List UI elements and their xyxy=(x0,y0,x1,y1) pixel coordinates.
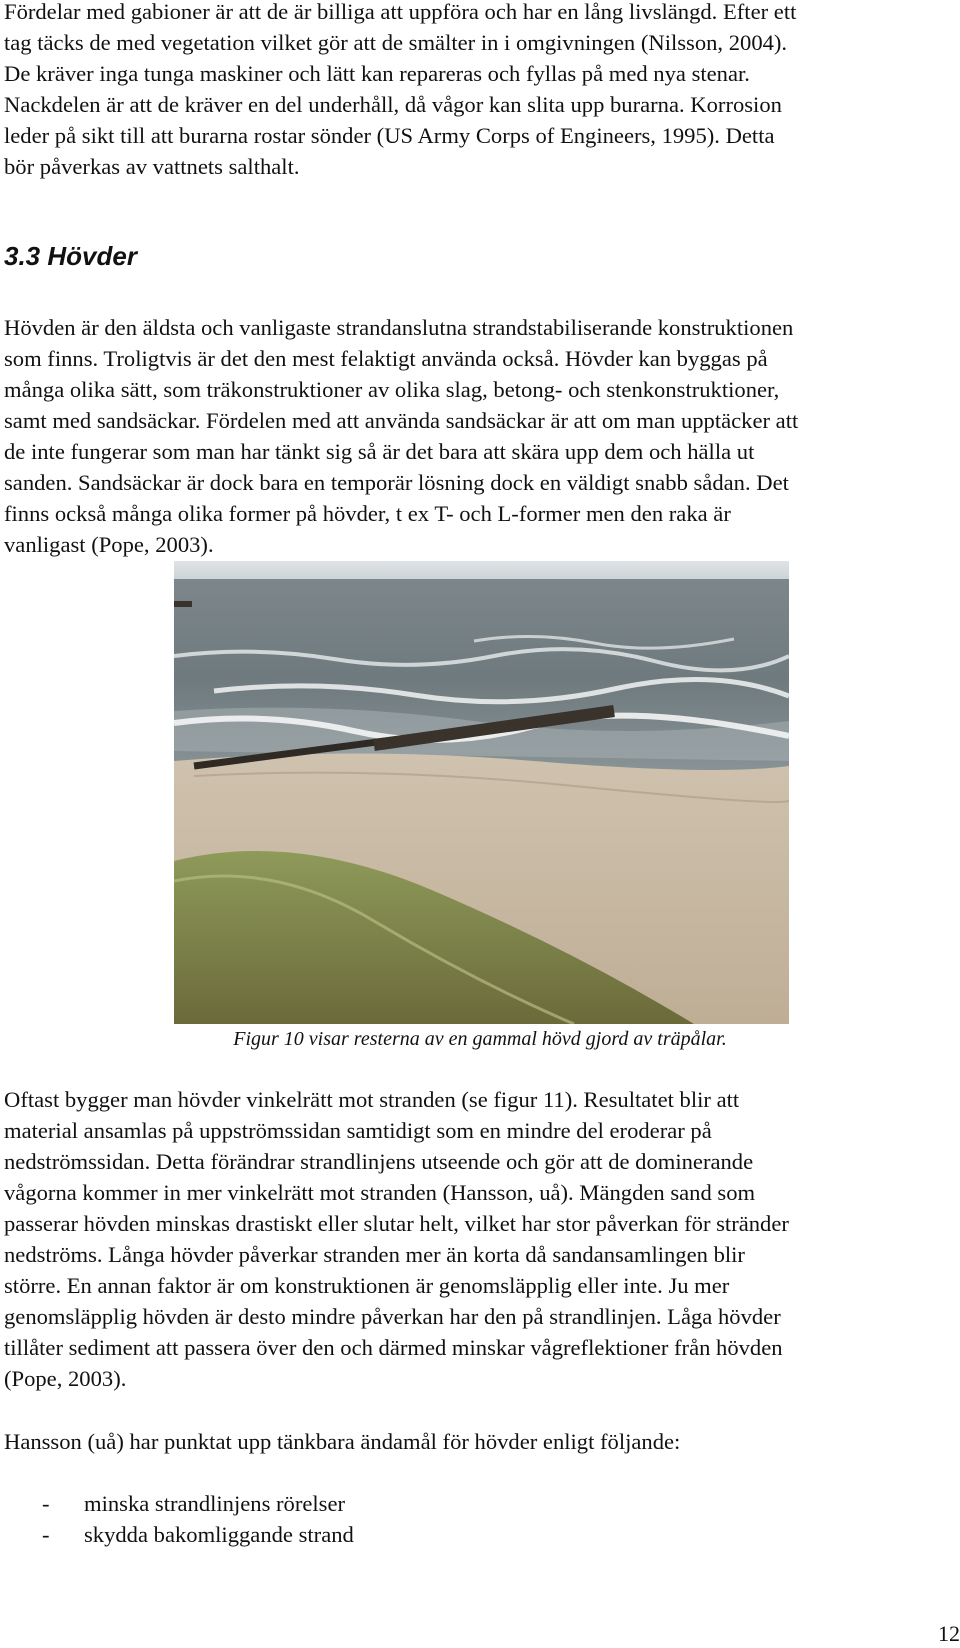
text-line: Hövden är den äldsta och vanligaste strandanslutna strandstabiliserande konstruktionen xyxy=(4,315,794,340)
text-line: material ansamlas på uppströmssidan samtidigt som en mindre del eroderar på xyxy=(4,1118,712,1143)
text-line: (Pope, 2003). xyxy=(4,1366,127,1391)
text-line: tag täcks de med vegetation vilket gör att de smälter in i omgivningen (Nilsson, 2004). xyxy=(4,30,788,55)
text-line: genomsläpplig hövden är desto mindre påverkan har den på strandlinjen. Låga hövder xyxy=(4,1304,781,1329)
text-line: bör påverkas av vattnets salthalt. xyxy=(4,154,300,179)
text-line: nedströms. Långa hövder påverkar stranden mer än korta då sandansamlingen blir xyxy=(4,1242,745,1267)
text-line: samt med sandsäckar. Fördelen med att använda sandsäckar är att om man upptäcker att xyxy=(4,408,799,433)
list-bullet: - xyxy=(42,1491,50,1516)
text-line: Nackdelen är att de kräver en del underhåll, då vågor kan slita upp burarna. Korrosion xyxy=(4,92,782,117)
list-item xyxy=(4,1519,354,1550)
text-line: sanden. Sandsäckar är dock bara en temporär lösning dock en väldigt snabb sådan. Det xyxy=(4,470,789,495)
list-intro: Hansson (uå) har punktat upp tänkbara ändamål för hövder enligt följande: xyxy=(4,1429,681,1454)
text-line: tillåter sediment att passera över den och därmed minskar vågreflektioner från hövden xyxy=(4,1335,783,1360)
text-line: Oftast bygger man hövder vinkelrätt mot stranden (se figur 11). Resultatet blir att xyxy=(4,1087,740,1112)
text-line: som finns. Troligtvis är det den mest felaktigt använda också. Hövder kan byggas på xyxy=(4,346,768,371)
text-line: nedströmssidan. Detta förändrar strandlinjens utseende och gör att de dominerande xyxy=(4,1149,754,1174)
figure-caption: Figur 10 visar resterna av en gammal hövd gjord av träpålar. xyxy=(233,1028,727,1050)
list-bullet: - xyxy=(42,1522,50,1547)
section-paragraph xyxy=(4,312,956,560)
text-line: passerar hövden minskas drastiskt eller slutar helt, vilket har stor påverkan för stränder xyxy=(4,1211,789,1236)
intro-paragraph xyxy=(4,0,956,182)
paragraph-after-figure xyxy=(4,1084,956,1394)
list-item-text: skydda bakomliggande strand xyxy=(84,1522,354,1547)
list-item-text: minska strandlinjens rörelser xyxy=(84,1491,346,1516)
text-line: De kräver inga tunga maskiner och lätt kan repareras och fyllas på med nya stenar. xyxy=(4,61,750,86)
purpose-list xyxy=(4,1488,354,1550)
text-line: Fördelar med gabioner är att de är billiga att uppföra och har en lång livslängd. Efter ett xyxy=(4,0,797,24)
list-item xyxy=(4,1488,354,1519)
page-number: 12 xyxy=(938,1621,960,1646)
text-line: leder på sikt till att burarna rostar sönder (US Army Corps of Engineers, 1995). Detta xyxy=(4,123,775,148)
text-line: de inte fungerar som man har tänkt sig så är det bara att skära upp dem och hälla ut xyxy=(4,439,755,464)
groyne-beach-photo xyxy=(174,561,789,1024)
section-heading: 3.3 Hövder xyxy=(4,241,137,271)
text-line: vågorna kommer in mer vinkelrätt mot stranden (Hansson, uå). Mängden sand som xyxy=(4,1180,756,1205)
text-line: större. En annan faktor är om konstruktionen är genomsläpplig eller inte. Ju mer xyxy=(4,1273,730,1298)
text-line: vanligast (Pope, 2003). xyxy=(4,532,214,557)
text-line: många olika sätt, som träkonstruktioner av olika slag, betong- och stenkonstruktioner, xyxy=(4,377,780,402)
text-line: finns också många olika former på hövder, t ex T- och L-former men den raka är xyxy=(4,501,731,526)
